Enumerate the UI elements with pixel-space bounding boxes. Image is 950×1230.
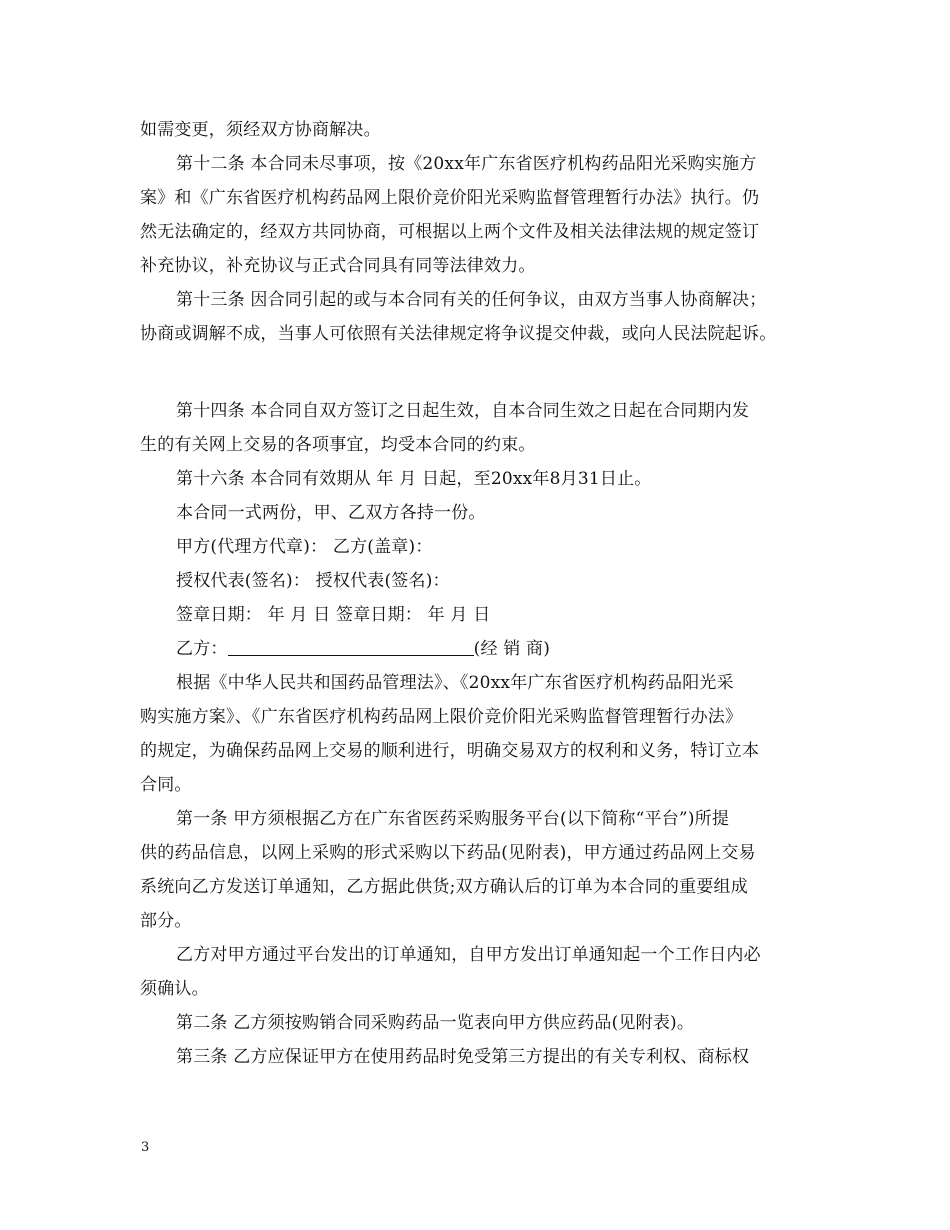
paragraph-line: 第十三条 因合同引起的或与本合同有关的任何争议，由双方当事人协商解决； bbox=[176, 290, 767, 310]
paragraph-line: 第十二条 本合同未尽事项，按《20xx年广东省医疗机构药品阳光采购实施方 bbox=[176, 154, 757, 174]
paragraph-line: 第三条 乙方应保证甲方在使用药品时免受第三方提出的有关专利权、商标权 bbox=[176, 1047, 750, 1067]
paragraph-line: 乙方对甲方通过平台发出的订单通知，自甲方发出订单通知起一个工作日内必 bbox=[176, 945, 761, 965]
signature-date-line: 签章日期： 年 月 日 签章日期： 年 月 日 bbox=[176, 605, 491, 625]
paragraph-line: 生的有关网上交易的各项事宜，均受本合同的约束。 bbox=[140, 435, 536, 455]
paragraph-line: 须确认。 bbox=[140, 979, 209, 999]
paragraph-line: 部分。 bbox=[140, 911, 192, 931]
page-number: 3 bbox=[141, 1140, 150, 1155]
paragraph-line: 根据《中华人民共和国药品管理法》、《20xx年广东省医疗机构药品阳光采 bbox=[176, 673, 734, 693]
signature-representative-line: 授权代表(签名)： 授权代表(签名)： bbox=[176, 571, 450, 591]
party-b-label: 乙方： bbox=[176, 639, 228, 659]
paragraph-line: 案》和《广东省医疗机构药品网上限价竞价阳光采购监督管理暂行办法》执行。仍 bbox=[140, 188, 760, 208]
paragraph-line: 然无法确定的，经双方共同协商，可根据以上两个文件及相关法律法规的规定签订 bbox=[140, 222, 760, 242]
party-b-role: (经 销 商) bbox=[473, 639, 551, 659]
paragraph-line: 的规定，为确保药品网上交易的顺利进行，明确交易双方的权利和义务，特订立本 bbox=[140, 741, 760, 761]
paragraph-line: 补充协议，补充协议与正式合同具有同等法律效力。 bbox=[140, 256, 536, 276]
signature-party-line: 甲方(代理方代章)： 乙方(盖章)： bbox=[176, 537, 433, 557]
paragraph-line: 合同。 bbox=[140, 775, 192, 795]
paragraph-line: 协商或调解不成，当事人可依照有关法律规定将争议提交仲裁，或向人民法院起诉。 bbox=[140, 324, 777, 344]
paragraph-line: 系统向乙方发送订单通知，乙方据此供货;双方确认后的订单为本合同的重要组成 bbox=[140, 877, 748, 897]
paragraph-line: 第十六条 本合同有效期从 年 月 日起，至20xx年8月31日止。 bbox=[176, 469, 652, 489]
paragraph-line: 供的药品信息，以网上采购的形式采购以下药品(见附表)，甲方通过药品网上交易 bbox=[140, 843, 756, 863]
paragraph-line: 第二条 乙方须按购销合同采购药品一览表向甲方供应药品(见附表)。 bbox=[176, 1013, 695, 1033]
paragraph-line: 本合同一式两份，甲、乙双方各持一份。 bbox=[176, 503, 486, 523]
paragraph-line: 第十四条 本合同自双方签订之日起生效，自本合同生效之日起在合同期内发 bbox=[176, 401, 750, 421]
paragraph-line: 第一条 甲方须根据乙方在广东省医药采购服务平台(以下简称“平台”)所提 bbox=[176, 809, 730, 829]
paragraph-line: 如需变更，须经双方协商解决。 bbox=[140, 120, 381, 140]
party-b-blank bbox=[228, 639, 474, 656]
paragraph-line: 购实施方案》、《广东省医疗机构药品网上限价竞价阳光采购监督管理暂行办法》 bbox=[140, 707, 743, 727]
party-b-line bbox=[176, 638, 550, 660]
